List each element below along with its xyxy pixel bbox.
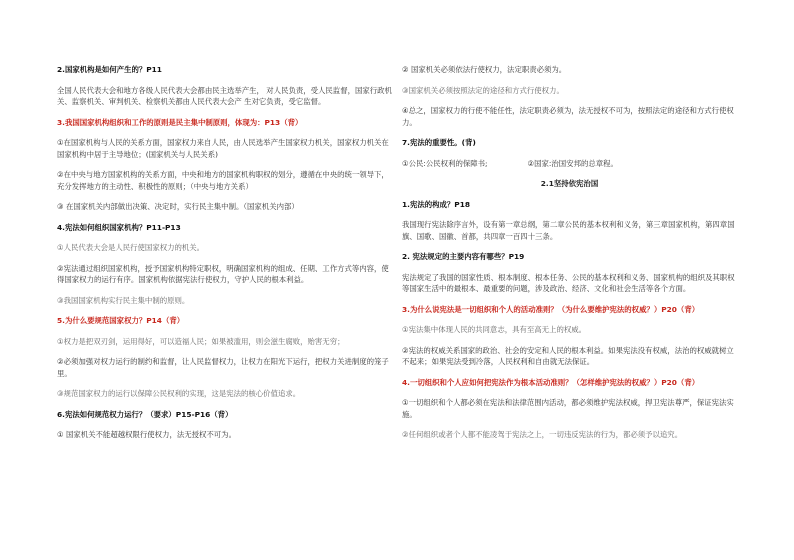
answer-paragraph: ①一切组织和个人都必须在宪法和法律范围内活动，都必须维护宪法权威，捍卫宪法尊严，保证宪法实施。	[402, 398, 734, 419]
answer-paragraph: ②宪法通过组织国家机构，授予国家机构特定职权，明确国家机构的组成、任期、工作方式等内容，使得国家权力的运行有序。国家机构依据宪法行使权力，守护人民的根本利益。	[57, 263, 389, 284]
answer-paragraph: 全国人民代表大会和地方各级人民代表大会都由民主选举产生， 对人民负责，受人民监督，国家行政机关、监察机关、审判机关、检察机关都由人民代表大会产 生对它负责，受它监督。	[57, 85, 392, 106]
answer-paragraph: ③我国国家机构实行民主集中制的原则。	[57, 295, 190, 305]
answer-paragraph: 我国现行宪法除序言外，设有第一章总纲，第二章公民的基本权利和义务，第三章国家机构，第四章国旗、国歌、国徽、首都，共四章一百四十三条。	[402, 220, 735, 241]
answer-paragraph: ②宪法的权威关系国家的政治、社会的安定和人民的根本利益。如果宪法没有权威，法治的权威就树立不起来；如果宪法受到冷落，人民权利和自由就无法保证。	[402, 345, 734, 366]
answer-paragraph: ①人民代表大会是人民行使国家权力的机关。	[57, 243, 205, 252]
key-question-heading: 5.为什么要规范国家权力？P14（背）	[57, 316, 185, 325]
answer-paragraph: ③国家机关必须按照法定的途径和方式行使权力。	[402, 85, 564, 95]
right-column	[402, 64, 737, 450]
question-heading: 7.宪法的重要性。(背)	[402, 138, 476, 147]
answer-paragraph: ②任何组织或者个人都不能凌驾于宪法之上，一切违反宪法的行为，都必须予以追究。	[402, 430, 683, 439]
section-title: 2.1坚持依宪治国	[540, 179, 599, 188]
importance-row	[402, 158, 737, 170]
answer-paragraph: ② 国家机关必须依法行使权力，法定职责必须为。	[402, 65, 567, 74]
answer-paragraph: 宪法规定了我国的国家性质、根本制度、根本任务、公民的基本权利和义务、国家机构的组织及其职权等国家生活中的最根本、最重要的问题，涉及政治、经济、文化和社会生活等各个方面。	[402, 272, 735, 293]
question-heading: 2. 宪法规定的主要内容有哪些？P19	[402, 252, 525, 261]
answer-paragraph: ① 国家机关不能超越权限行使权力，法无授权不可为。	[57, 430, 236, 439]
answer-paragraph: ④总之，国家权力的行使不能任性，法定职责必须为，法无授权不可为，按照法定的途径和方式行使权力。	[402, 106, 734, 127]
key-question-heading: 4.一切组织和个人应如何把宪法作为根本活动准则？（怎样维护宪法的权威？）P20（背）	[402, 377, 700, 387]
answer-paragraph: ③规范国家权力的运行以保障公民权利的实现，这是宪法的核心价值追求。	[57, 389, 301, 398]
answer-paragraph: ③ 在国家机关内部做出决策、决定时，实行民主集中制。（国家机关内部）	[57, 202, 299, 211]
answer-paragraph: ①宪法集中体现人民的共同意志，具有至高无上的权威。	[402, 325, 587, 334]
key-question-heading: 3.我国国家机构组织和工作的原则是民主集中制原则，体现为：P13（背）	[57, 117, 303, 127]
answer-paragraph: ②在中央与地方国家机构的关系方面，中央和地方的国家机构职权的划分，遵循在中央的统一领导下，充分发挥地方的主动性、积极性的原则；（中央与地方关系）	[57, 170, 389, 191]
question-heading: 4.宪法如何组织国家机构？P11-P13	[57, 222, 181, 232]
key-question-heading: 3.为什么说宪法是一切组织和个人的活动准则？（为什么要维护宪法的权威？）P20（背）	[402, 304, 700, 314]
left-column	[57, 64, 392, 450]
answer-paragraph: ①权力是把双刃剑，运用得好，可以造福人民；如果被滥用，则会滋生腐败，贻害无穷；	[57, 336, 345, 346]
answer-paragraph: ②必须加强对权力运行的制约和监督，让人民监督权力，让权力在阳光下运行，把权力关进制度的笼子里。	[57, 357, 389, 378]
question-heading: 6.宪法如何规范权力运行？（要求）P15-P16（背）	[57, 409, 233, 419]
question-heading: 2.国家机构是如何产生的？P11	[57, 65, 162, 74]
question-heading: 1.宪法的构成？P18	[402, 199, 470, 209]
importance-item: ①公民:公民权利的保障书;	[402, 158, 488, 168]
importance-item: ②国家:治国安邦的总章程。	[527, 158, 618, 168]
answer-paragraph: ①在国家机构与人民的关系方面，国家权力来自人民，由人民选举产生国家权力机关，国家权力机关在国家机构中居于主导地位；(国家机关与人民关系)	[57, 138, 389, 159]
